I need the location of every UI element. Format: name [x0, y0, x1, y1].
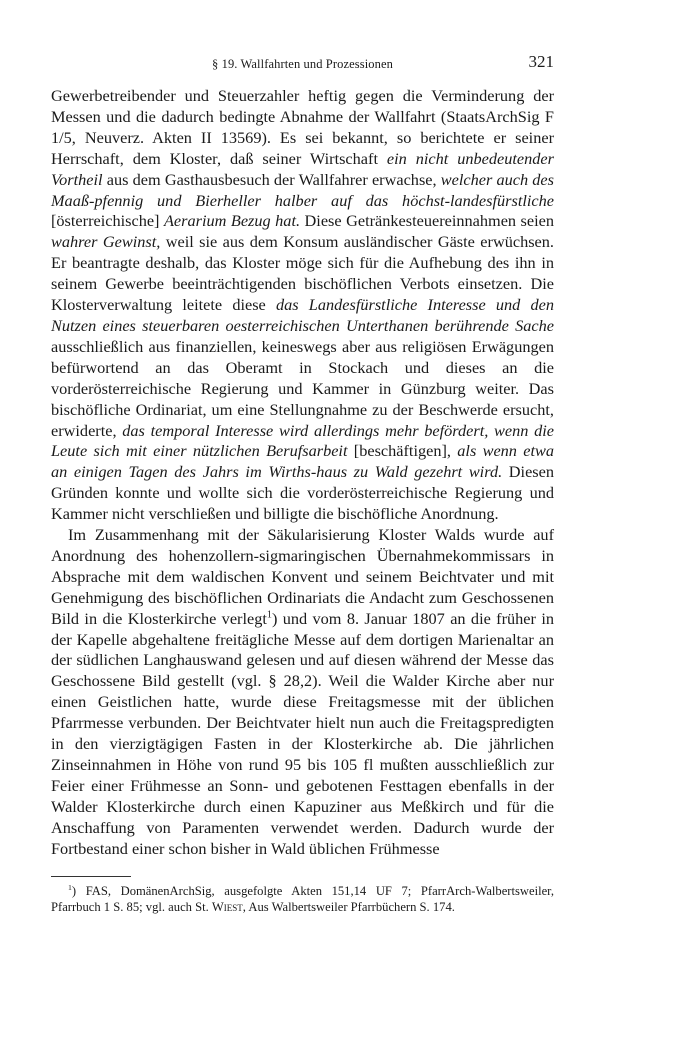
footnote-divider [51, 876, 131, 877]
quotation: ein nicht unbedeutender Vortheil [51, 148, 554, 189]
running-header [51, 52, 554, 76]
quotation: Aerarium Bezug hat. [163, 211, 301, 231]
quotation: das temporal Interesse wird allerdings mehr befördert, wenn die Leute sich mit einer nützlichen Berufsarbeit [51, 420, 555, 461]
text-run: Diesen Gründen konnte und wollte sich die vorderösterreichische Regierung und Kammer nicht verschließen und billigte die bischöfliche Anordnung. [51, 462, 554, 524]
footnote-marker: 1 [68, 882, 72, 892]
book-page [51, 52, 554, 915]
author-name: Wiest [211, 899, 243, 914]
footnote-text: ) FAS, DomänenArchSig, ausgefolgte Akten 151,14 UF 7; PfarrArch-Walbertsweiler, Pfarrbuch 1 S. 85; vgl. auch St. [51, 883, 554, 914]
paragraph-2 [51, 525, 554, 860]
text-run: weil sie aus dem Konsum ausländischer Gäste erwüchsen. Er beantragte deshalb, das Kloster möge sich für die Aufhebung des ihn in seinem Gewerbe beeinträchtigenden bischöflichen Verbots einsetzen. Die Klosterverwaltung leitete diese [51, 232, 554, 315]
text-run: [österreichische] [51, 211, 164, 231]
body-text [51, 86, 554, 860]
page-number: 321 [528, 52, 554, 71]
footnote-reference: 1 [266, 609, 272, 621]
section-title: § 19. Wallfahrten und Prozessionen [212, 57, 393, 71]
footnote-1 [51, 883, 554, 916]
quotation: als wenn etwa an einigen Tagen des Jahrs im Wirths-haus zu Wald gezehrt wird. [51, 441, 555, 482]
text-run: [beschäftigen], [347, 441, 458, 461]
paragraph-1 [51, 86, 554, 525]
text-run: Diese Getränkesteuereinnahmen seien [300, 211, 555, 231]
text-run: Gewerbetreibender und Steuerzahler heftig gegen die Verminderung der Messen und die dadurch bedingte Abnahme der Wallfahrt (StaatsArchSig F 1/5, Neuverz. Akten II 13569). Es sei bekannt, so berichtete er seiner Herrschaft, dem Kloster, daß seiner Wirtschaft [51, 86, 554, 168]
quotation: das Landesfürstliche Interesse und den Nutzen eines steuerbaren oesterreichischen Unterthanen berührende Sache [51, 295, 555, 335]
footnote-text: , Aus Walbertsweiler Pfarrbüchern S. 174. [242, 899, 455, 914]
text-run: ) und vom 8. Januar 1807 an die früher in der Kapelle abgehaltene freitägliche Messe auf dem dortigen Marienaltar an der südlichen Langhauswand gelesen und auf diesen während der Messe das Geschossene Bild gestellt (vgl. § 28,2). Weil die Walder Kirche aber nur einen Geistlichen hatte, wurde diese Freitagsmesse mit der üblichen Pfarrmesse verbunden. Der Beichtvater hielt nun auch die Freitagspredigten in den vierzigtägigen Fasten in der Klosterkirche ab. Die jährlichen Zinseinnahmen in Höhe von rund 95 bis 105 fl mußten ausschließlich zur Feier einer Frühmesse an Sonn- und gebotenen Festtagen ebenfalls in der Walder Klosterkirche durch einen Kapuziner aus Meßkirch und für die Anschaffung von Paramenten verwendet werden. Dadurch wurde der Fortbestand einer schon bisher in Wald üblichen Frühmesse [51, 608, 554, 858]
text-run: ausschließlich aus finanziellen, keineswegs aber aus religiösen Erwägungen befürwortend an das Oberamt in Stockach und dieses an die vorderösterreichische Regierung und Kammer in Günzburg weiter. Das bischöfliche Ordinariat, um eine Stellungnahme zu der Beschwerde ersucht, erwiderte, [51, 336, 554, 440]
quotation: welcher auch des Maaß-pfennig und Bierheller halber auf das höchst-landesfürstliche [51, 169, 554, 210]
text-run: aus dem Gasthausbesuch der Wallfahrer erwachse, [102, 169, 441, 189]
text-run: Im Zusammenhang mit der Säkularisierung Kloster Walds wurde auf Anordnung des hohenzollern-sigmaringischen Übernahmekommissars in Absprache mit dem waldischen Konvent und seinem Beichtvater und mit Genehmigung des bischöflichen Ordinariats die Andacht zum Geschossenen Bild in die Klosterkirche verlegt [51, 525, 554, 628]
quotation: wahrer Gewinst, [51, 232, 161, 252]
